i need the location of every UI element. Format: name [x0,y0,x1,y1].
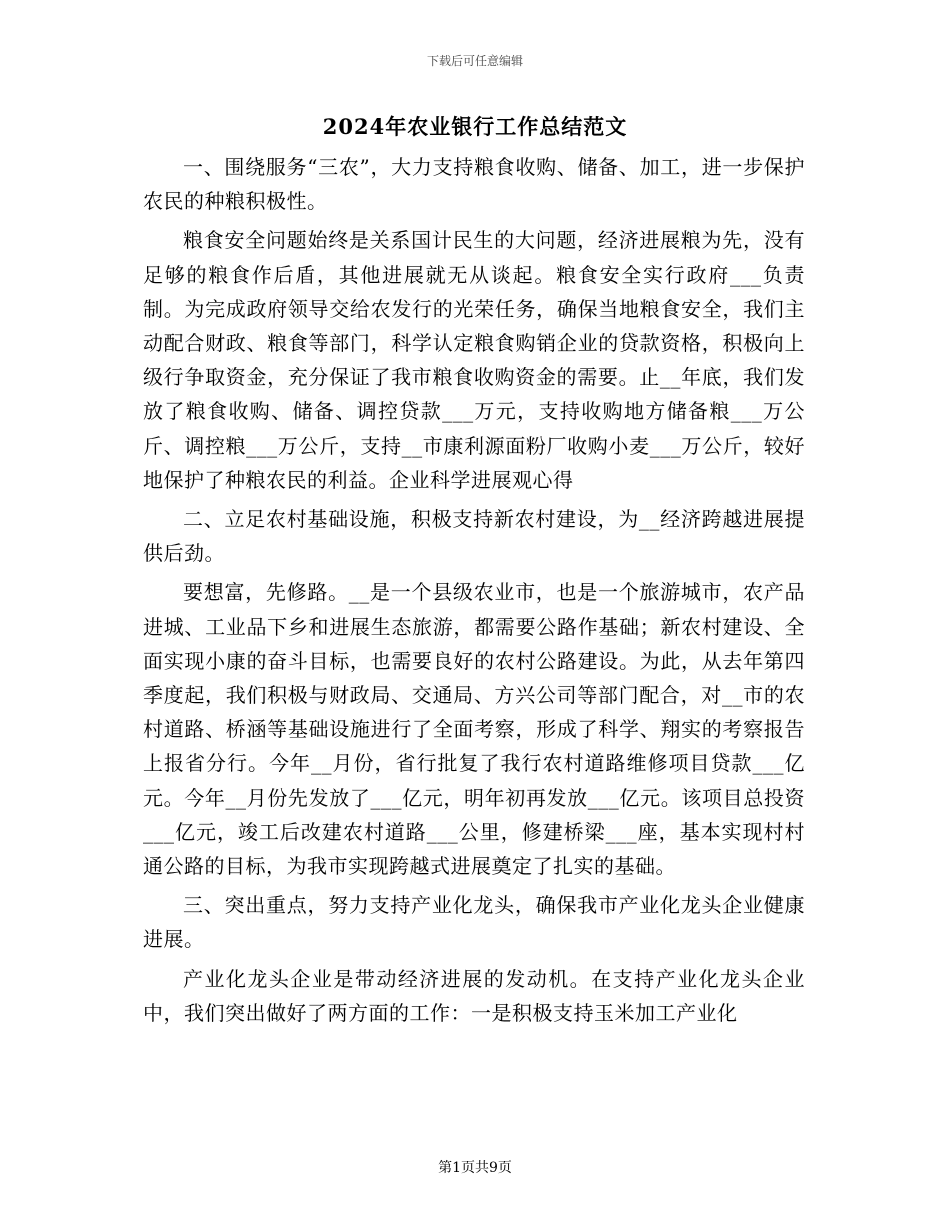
paragraph: 三、突出重点，努力支持产业化龙头，确保我市产业化龙头企业健康进展。 [143,893,805,952]
paragraph: 二、立足农村基础设施，积极支持新农村建设，为__经济跨越进展提供后劲。 [143,507,805,566]
paragraph: 要想富，先修路。__是一个县级农业市，也是一个旅游城市，农产品进城、工业品下乡和进展生态旅游，都需要公路作基础；新农村建设、全面实现小康的奋斗目标，也需要良好的农村公路建设。为此，从去年第四季度起，我们积极与财政局、交通局、方兴公司等部门配合，对__市的农村道路、桥涵等基础设施进行了全面考察，形成了科学、翔实的考察报告上报省分行。今年__月份，省行批复了我行农村道路维修项目贷款___亿元。今年__月份先发放了___亿元，明年初再发放___亿元。该项目总投资___亿元，竣工后改建农村道路___公里，修建桥梁___座，基本实现村村通公路的目标，为我市实现跨越式进展奠定了扎实的基础。 [143,580,805,879]
document-title: 2024年农业银行工作总结范文 [322,114,628,139]
header-note: 下载后可任意编辑 [426,54,523,68]
paragraph: 粮食安全问题始终是关系国计民生的大问题，经济进展粮为先，没有足够的粮食作后盾，其他进展就无从谈起。粮食安全实行政府___负责制。为完成政府领导交给农发行的光荣任务，确保当地粮食安全，我们主动配合财政、粮食等部门，科学认定粮食购销企业的贷款资格，积极向上级行争取资金，充分保证了我市粮食收购资金的需要。止__年底，我们发放了粮食收购、储备、调控贷款___万元，支持收购地方储备粮___万公斤、调控粮___万公斤，支持__市康利源面粉厂收购小麦___万公斤，较好地保护了种粮农民的利益。企业科学进展观心得 [143,228,805,492]
paragraph: 产业化龙头企业是带动经济进展的发动机。在支持产业化龙头企业中，我们突出做好了两方面的工作：一是积极支持玉米加工产业化 [143,966,805,1025]
page-number: 第1页共9页 [438,1160,512,1176]
paragraph: 一、围绕服务“三农”，大力支持粮食收购、储备、加工，进一步保护农民的种粮积极性。 [143,155,805,214]
document-body [143,150,805,1030]
